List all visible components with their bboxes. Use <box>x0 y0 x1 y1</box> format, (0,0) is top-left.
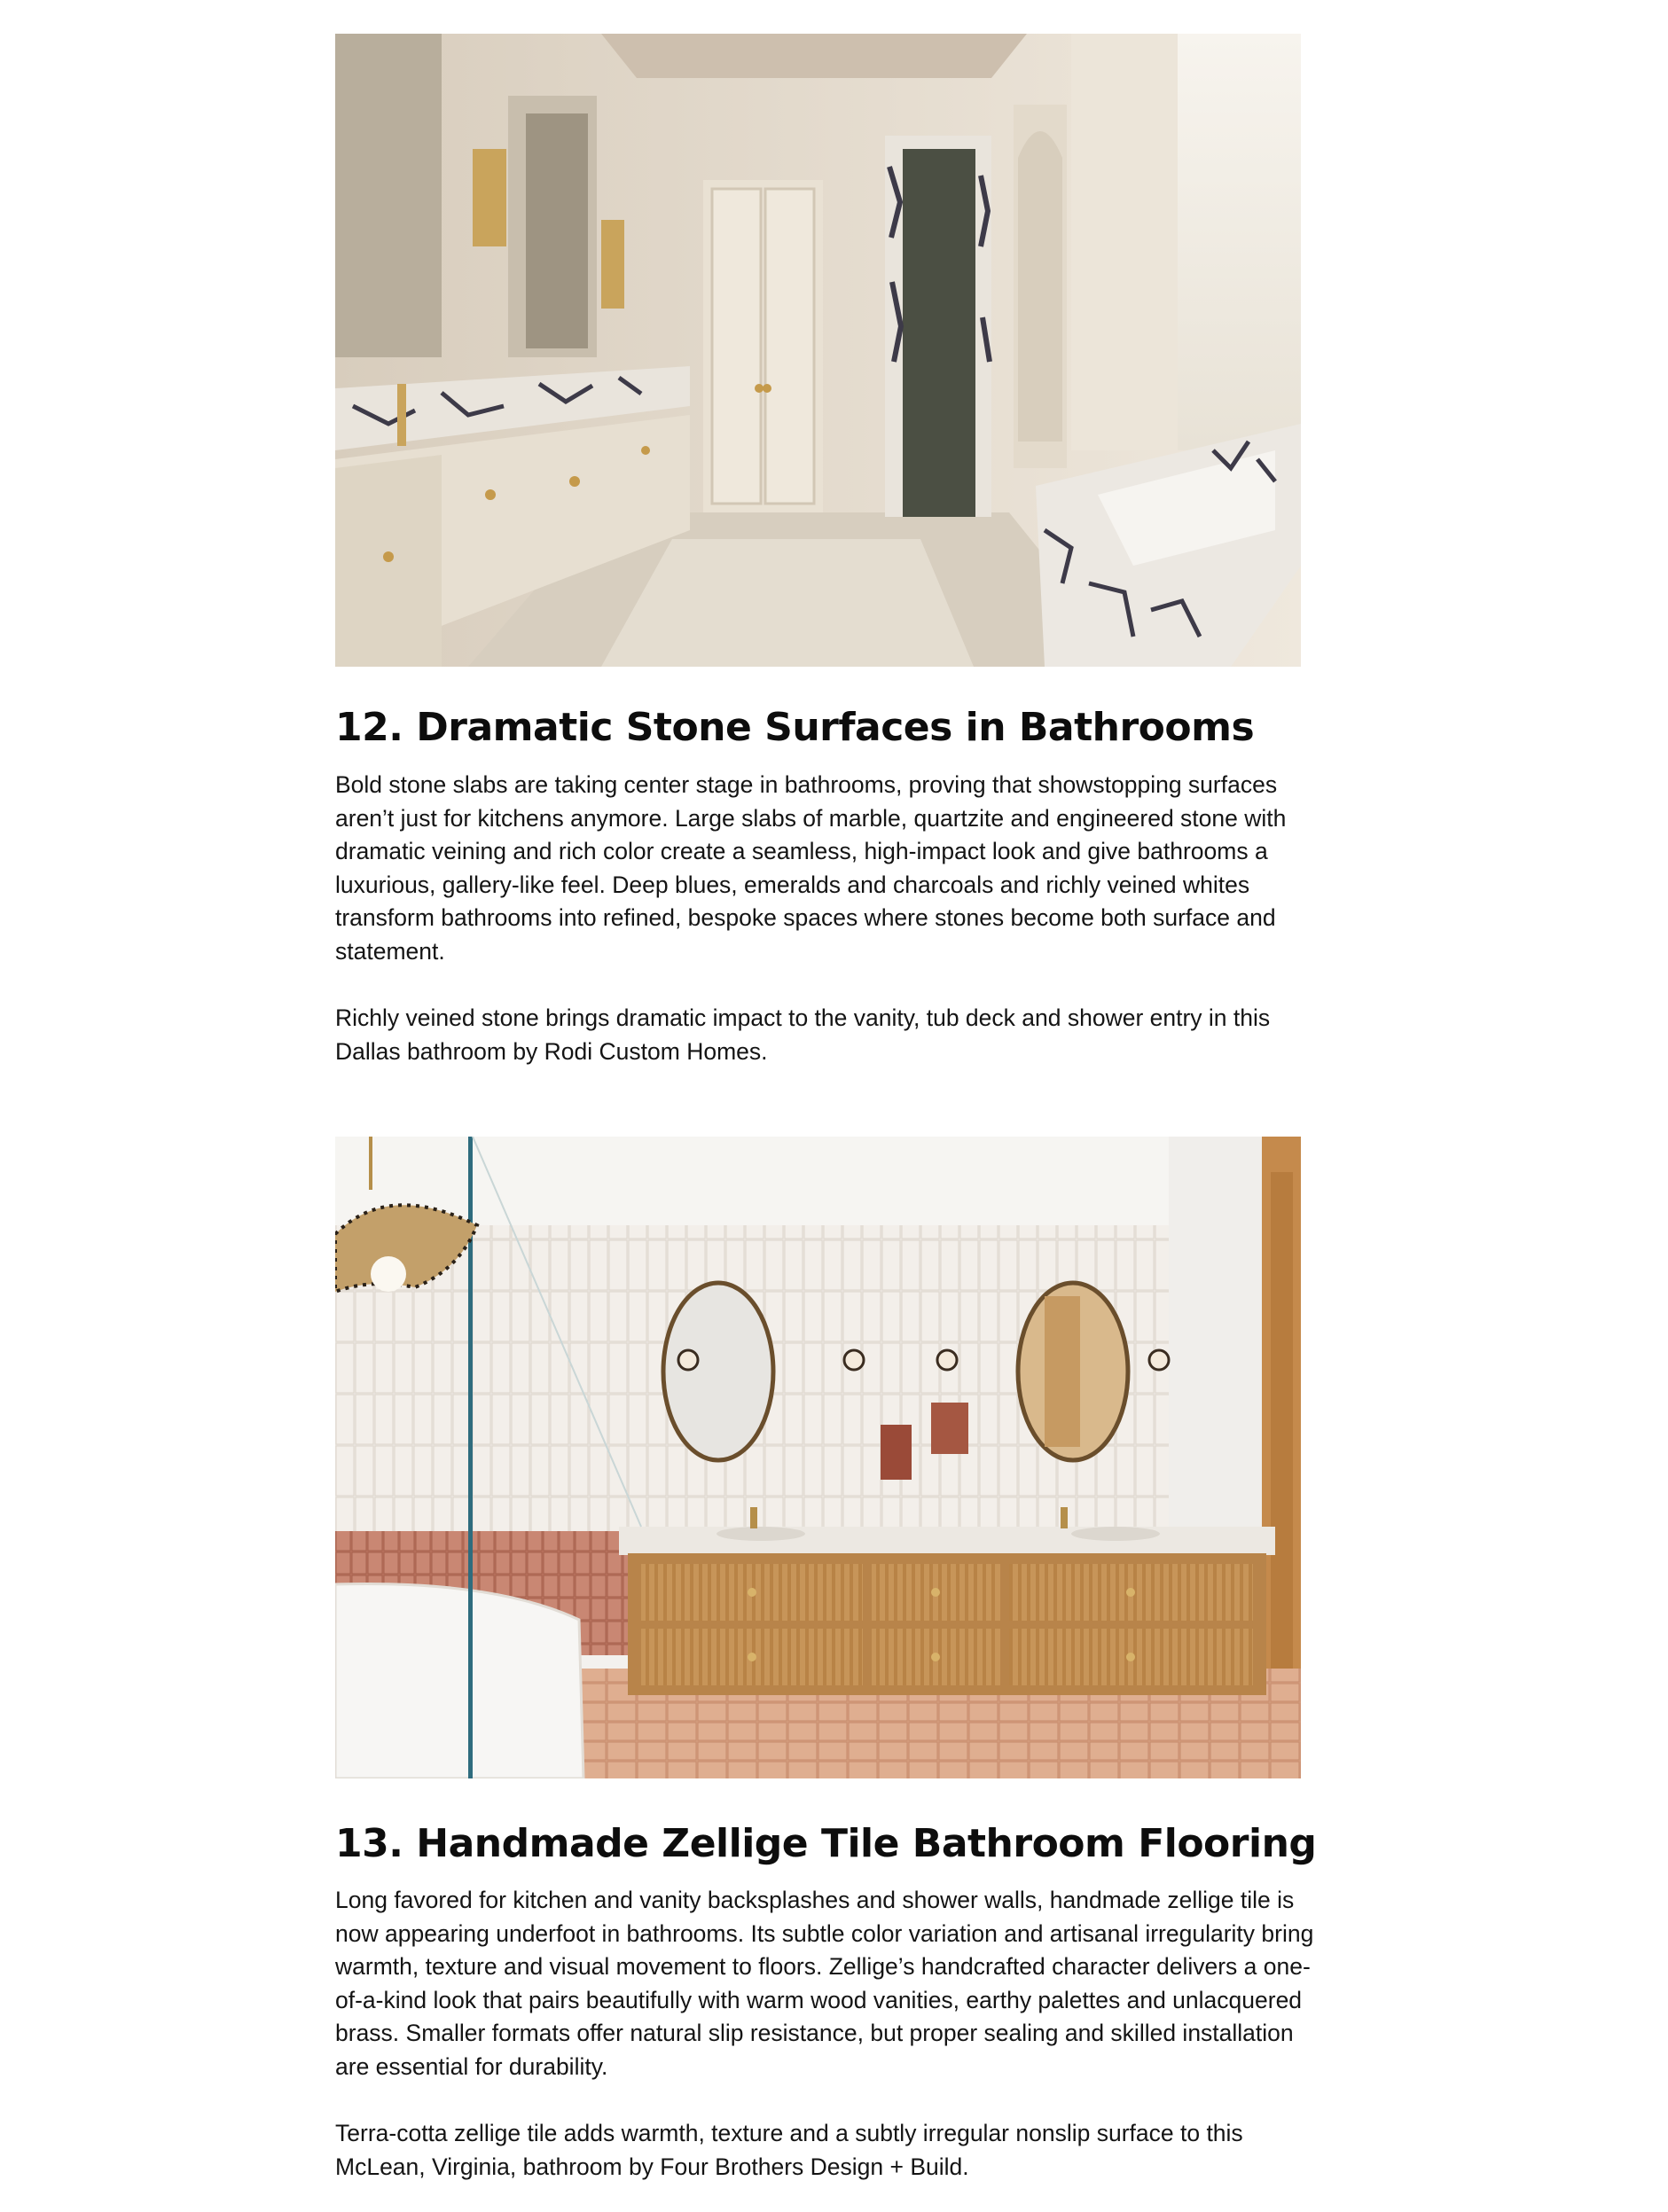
photo-caption: Terra-cotta zellige tile adds warmth, texture and a subtly irregular nonslip surface to this McLean, Virginia, bathroom by Four Brothers Design + Build. <box>335 2120 1243 2180</box>
section-heading: 13. Handmade Zellige Tile Bathroom Flooring <box>335 1821 1317 1866</box>
zellige-bathroom-illustration <box>335 1137 1301 1778</box>
marble-bathroom-illustration <box>335 34 1301 667</box>
section-body: Bold stone slabs are taking center stage in bathrooms, proving that showstopping surfaces aren’t just for kitchens anymore. Large slabs of marble, quartzite and engineered stone with dramatic veining and rich color create a seamless, high-impact look and give bathrooms a luxurious, gallery-like feel. Deep blues, emeralds and charcoals and richly veined whites transform bathrooms into refined, bespoke spaces where stones become both surface and statement. <box>335 771 1287 965</box>
zellige-bathroom-photo <box>335 1137 1301 1778</box>
photo-caption: Richly veined stone brings dramatic impact to the vanity, tub deck and shower entry in this Dallas bathroom by Rodi Custom Homes. <box>335 1004 1271 1065</box>
section-heading: 12. Dramatic Stone Surfaces in Bathrooms <box>335 705 1255 750</box>
section-body: Long favored for kitchen and vanity backsplashes and shower walls, handmade zellige tile is now appearing underfoot in bathrooms. Its subtle color variation and artisanal irregularity bring warmth, texture and visual movement to floors. Zellige’s handcrafted character delivers a one-of-a-kind look that pairs beautifully with warm wood vanities, earthy palettes and unlacquered brass. Smaller formats offer natural slip resistance, but proper sealing and skilled installation are essential for durability. <box>335 1887 1314 2080</box>
marble-bathroom-photo <box>335 34 1301 667</box>
